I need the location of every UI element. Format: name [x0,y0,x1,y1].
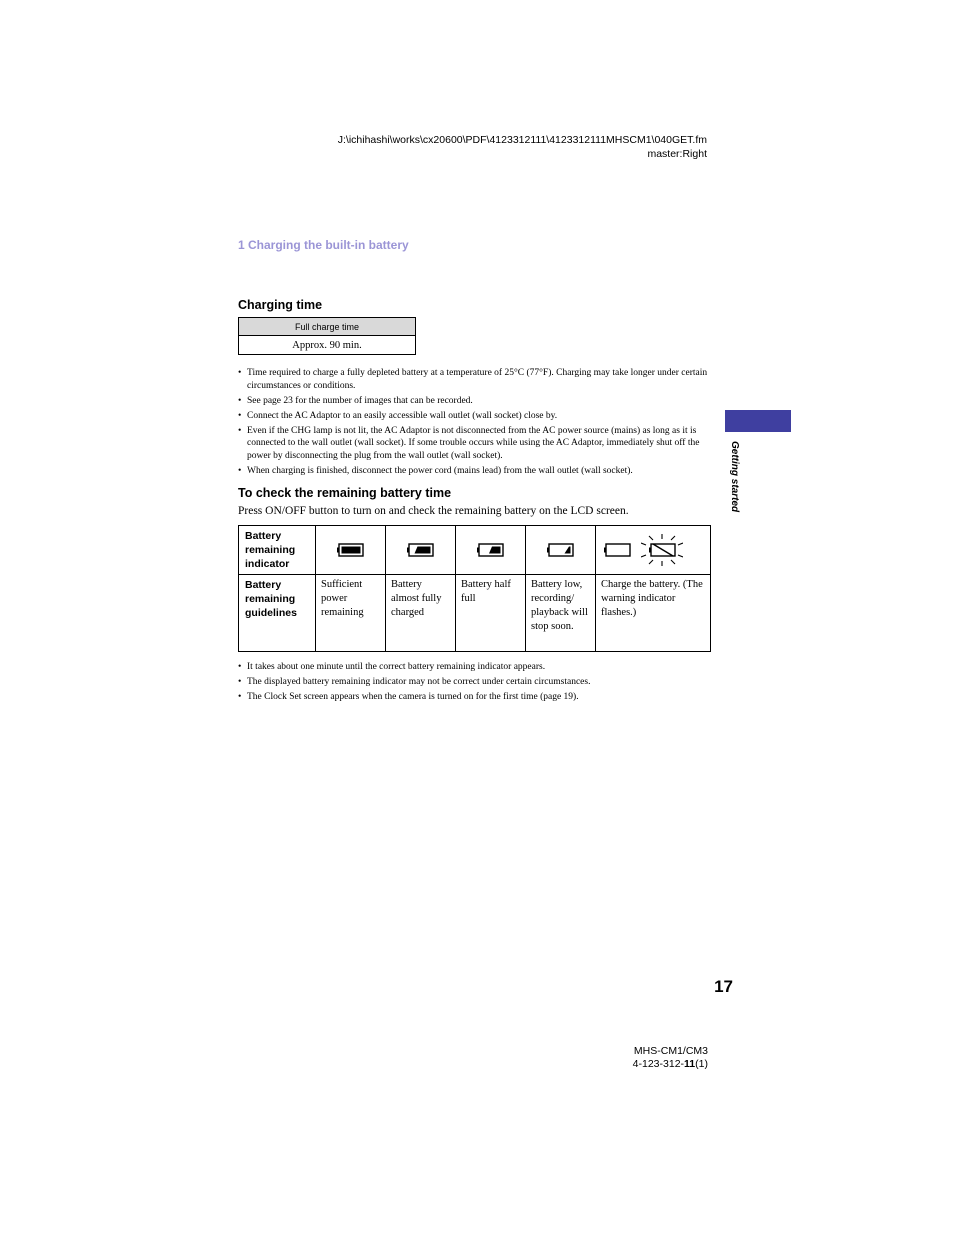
battery-full-cell [316,526,386,575]
battery-half-cell [456,526,526,575]
guideline-almost-full: Battery almost fully charged [386,575,456,652]
guideline-full: Sufficient power remaining [316,575,386,652]
charging-time-title: Charging time [238,298,323,312]
charging-notes [238,367,708,480]
indicator-label: Battery remaining indicator [239,526,316,575]
charging-time-table [238,317,416,355]
battery-empty-flashing-icon [641,533,683,567]
note-item: • The displayed battery remaining indicator may not be correct under certain circumstances. [238,676,708,689]
model-info [560,1045,708,1071]
battery-empty-icon [604,543,632,557]
part-bold: 11 [684,1058,696,1070]
note-item: • See page 23 for the number of images that can be recorded. [238,395,708,408]
battery-low-cell [526,526,596,575]
guideline-empty: Charge the battery. (The warning indicator flashes.) [596,575,711,652]
guideline-half: Battery half full [456,575,526,652]
part-suffix: (1) [695,1058,708,1070]
battery-indicator-table [238,525,711,652]
file-path: J:\ichihashi\works\cx20600\PDF\4123312111\4123312111MHSCM1\040GET.fm [337,134,707,146]
guideline-label: Battery remaining guidelines [239,575,316,652]
part-number [560,1058,708,1071]
charging-time-value: Approx. 90 min. [239,336,416,355]
charging-time-header: Full charge time [239,318,416,336]
file-path-header [300,133,707,161]
part-prefix: 4-123-312- [632,1058,685,1070]
master-label: master:Right [647,148,707,160]
guideline-low: Battery low, recording/ playback will stop soon. [526,575,596,652]
indicator-notes [238,661,708,706]
battery-half-icon [477,543,505,557]
note-item: • It takes about one minute until the correct battery remaining indicator appears. [238,661,708,674]
section-title: 1 Charging the built-in battery [238,238,409,252]
battery-low-icon [547,543,575,557]
note-item: • The Clock Set screen appears when the camera is turned on for the first time (page 19). [238,691,708,704]
side-tab-label: Getting started [729,441,740,513]
battery-empty-cell [596,526,711,575]
page-number: 17 [714,977,733,996]
note-item: • Connect the AC Adaptor to an easily accessible wall outlet (wall socket) close by. [238,410,708,423]
remaining-battery-title: To check the remaining battery time [238,486,452,500]
note-item: • Time required to charge a fully depleted battery at a temperature of 25°C (77°F). Charging may take longer under certain circumstances or conditions. [238,367,708,392]
remaining-instruction: Press ON/OFF button to turn on and check the remaining battery on the LCD screen. [238,505,629,517]
battery-almost-full-cell [386,526,456,575]
model-name: MHS-CM1/CM3 [633,1045,708,1057]
battery-full-icon [337,543,365,557]
note-item: • When charging is finished, disconnect the power cord (mains lead) from the wall outlet (wall socket). [238,465,708,478]
side-tab [725,410,791,432]
note-item: • Even if the CHG lamp is not lit, the AC Adaptor is not disconnected from the AC power source (mains) as long as it is connected to the wall outlet (wall socket). If some trouble occurs while using the AC Adaptor, immediately shut off the power by disconnecting the plug from the wall outlet (wall socket). [238,425,708,463]
battery-almost-full-icon [407,543,435,557]
